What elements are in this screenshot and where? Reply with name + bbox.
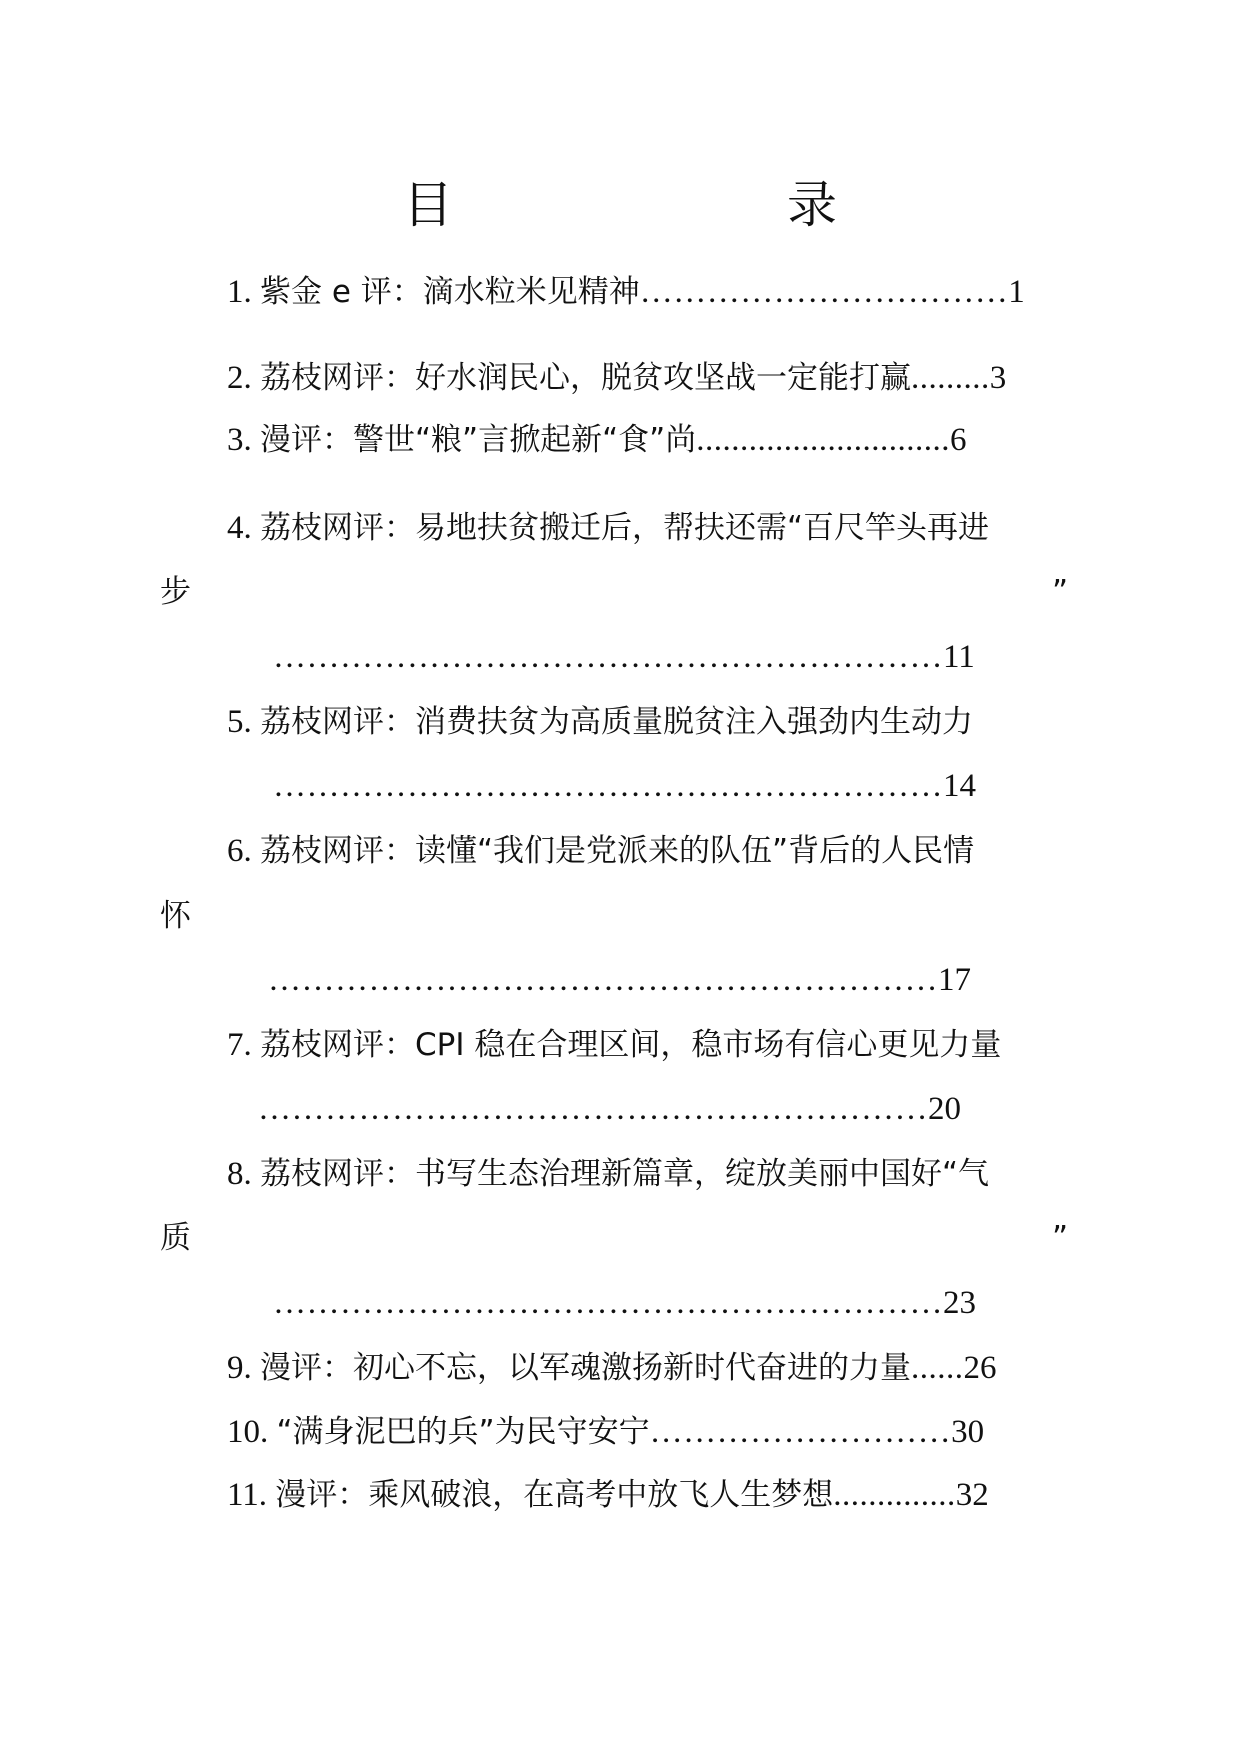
toc-entry-4-continuation [160,572,191,612]
toc-title-continuation: 怀 [160,898,191,934]
toc-entry-4-closing-quote [1052,572,1068,612]
toc-page-number: 30 [951,1414,985,1450]
toc-entry-7[interactable] [227,1025,1001,1065]
toc-entry-8-leader-line [273,1283,976,1323]
toc-number: 6. [227,833,260,869]
toc-closing-quote: ” [1052,574,1069,610]
toc-page-number: 32 [955,1477,989,1513]
toc-number: 9. [227,1350,260,1386]
toc-page-number: 1 [1008,274,1025,310]
toc-entry-4[interactable] [227,508,989,548]
toc-leader: ............................. [696,422,950,458]
toc-page-number: 6 [950,422,967,458]
toc-leader: …………………………………………………… [268,962,938,998]
toc-leader: ……………………… [649,1414,952,1450]
toc-leader: ......... [911,360,990,396]
page-title: 目 录 [403,176,915,234]
toc-number: 4. [227,510,260,546]
toc-entry-10[interactable] [227,1412,984,1452]
toc-page-number: 11 [943,639,975,675]
toc-title: 漫评：乘风破浪，在高考中放飞人生梦想 [275,1477,834,1513]
toc-title: 荔枝网评：消费扶贫为高质量脱贫注入强劲内生动力 [260,704,973,740]
toc-title-continuation: 步 [160,574,191,610]
toc-entry-2[interactable] [227,358,1006,398]
toc-entry-9[interactable] [227,1348,997,1388]
toc-page-number: 26 [963,1350,997,1386]
toc-leader: …………………………………………………… [273,639,943,675]
toc-page-number: 23 [943,1285,976,1321]
toc-leader: …………………………………………………… [273,768,943,804]
toc-leader: …………………………… [639,274,1009,310]
toc-title: 荔枝网评：书写生态治理新篇章，绽放美丽中国好“气 [260,1156,990,1192]
toc-entry-1[interactable] [227,272,1025,312]
toc-title: 荔枝网评：读懂“我们是党派来的队伍”背后的人民情 [260,833,975,869]
toc-number: 7. [227,1027,260,1063]
toc-page-number: 14 [943,768,976,804]
toc-page-number: 20 [928,1091,961,1127]
toc-entry-6[interactable] [227,831,974,871]
toc-number: 5. [227,704,260,740]
toc-title: 漫评：警世“粮”言掀起新“食”尚 [260,422,697,458]
toc-title: 漫评：初心不忘，以军魂激扬新时代奋进的力量 [260,1350,911,1386]
toc-page-number: 17 [938,962,971,998]
toc-leader: ...... [911,1350,964,1386]
toc-entry-8-continuation [160,1218,191,1258]
toc-title: 荔枝网评：易地扶贫搬迁后，帮扶还需“百尺竿头再进 [260,510,990,546]
toc-entry-7-leader-line [258,1089,961,1129]
toc-entry-8-closing-quote [1052,1218,1068,1258]
toc-entry-3[interactable] [227,420,967,460]
toc-title: 紫金 e 评：滴水粒米见精神 [260,274,640,310]
toc-entry-4-leader-line [273,637,975,677]
toc-title-continuation: 质 [160,1220,191,1256]
toc-number: 8. [227,1156,260,1192]
toc-entry-11[interactable] [227,1475,989,1515]
toc-entry-6-leader-line [268,960,971,1000]
toc-number: 3. [227,422,260,458]
toc-title: “满身泥巴的兵”为民守安宁 [276,1414,650,1450]
toc-entry-5[interactable] [227,702,973,742]
toc-leader: .............. [833,1477,956,1513]
toc-leader: …………………………………………………… [273,1285,943,1321]
toc-number: 10. [227,1414,277,1450]
toc-page-number: 3 [989,360,1007,396]
toc-leader: …………………………………………………… [258,1091,928,1127]
toc-entry-6-continuation [160,896,191,936]
toc-closing-quote: ” [1052,1220,1069,1256]
toc-number: 2. [227,360,260,396]
toc-number: 11. [227,1477,276,1513]
toc-entry-5-leader-line [273,766,976,806]
toc-number: 1. [227,274,260,310]
toc-entry-8[interactable] [227,1154,989,1194]
toc-title: 荔枝网评：CPI 稳在合理区间，稳市场有信心更见力量 [260,1027,1002,1063]
toc-title: 荔枝网评：好水润民心，脱贫攻坚战一定能打赢 [260,360,911,396]
